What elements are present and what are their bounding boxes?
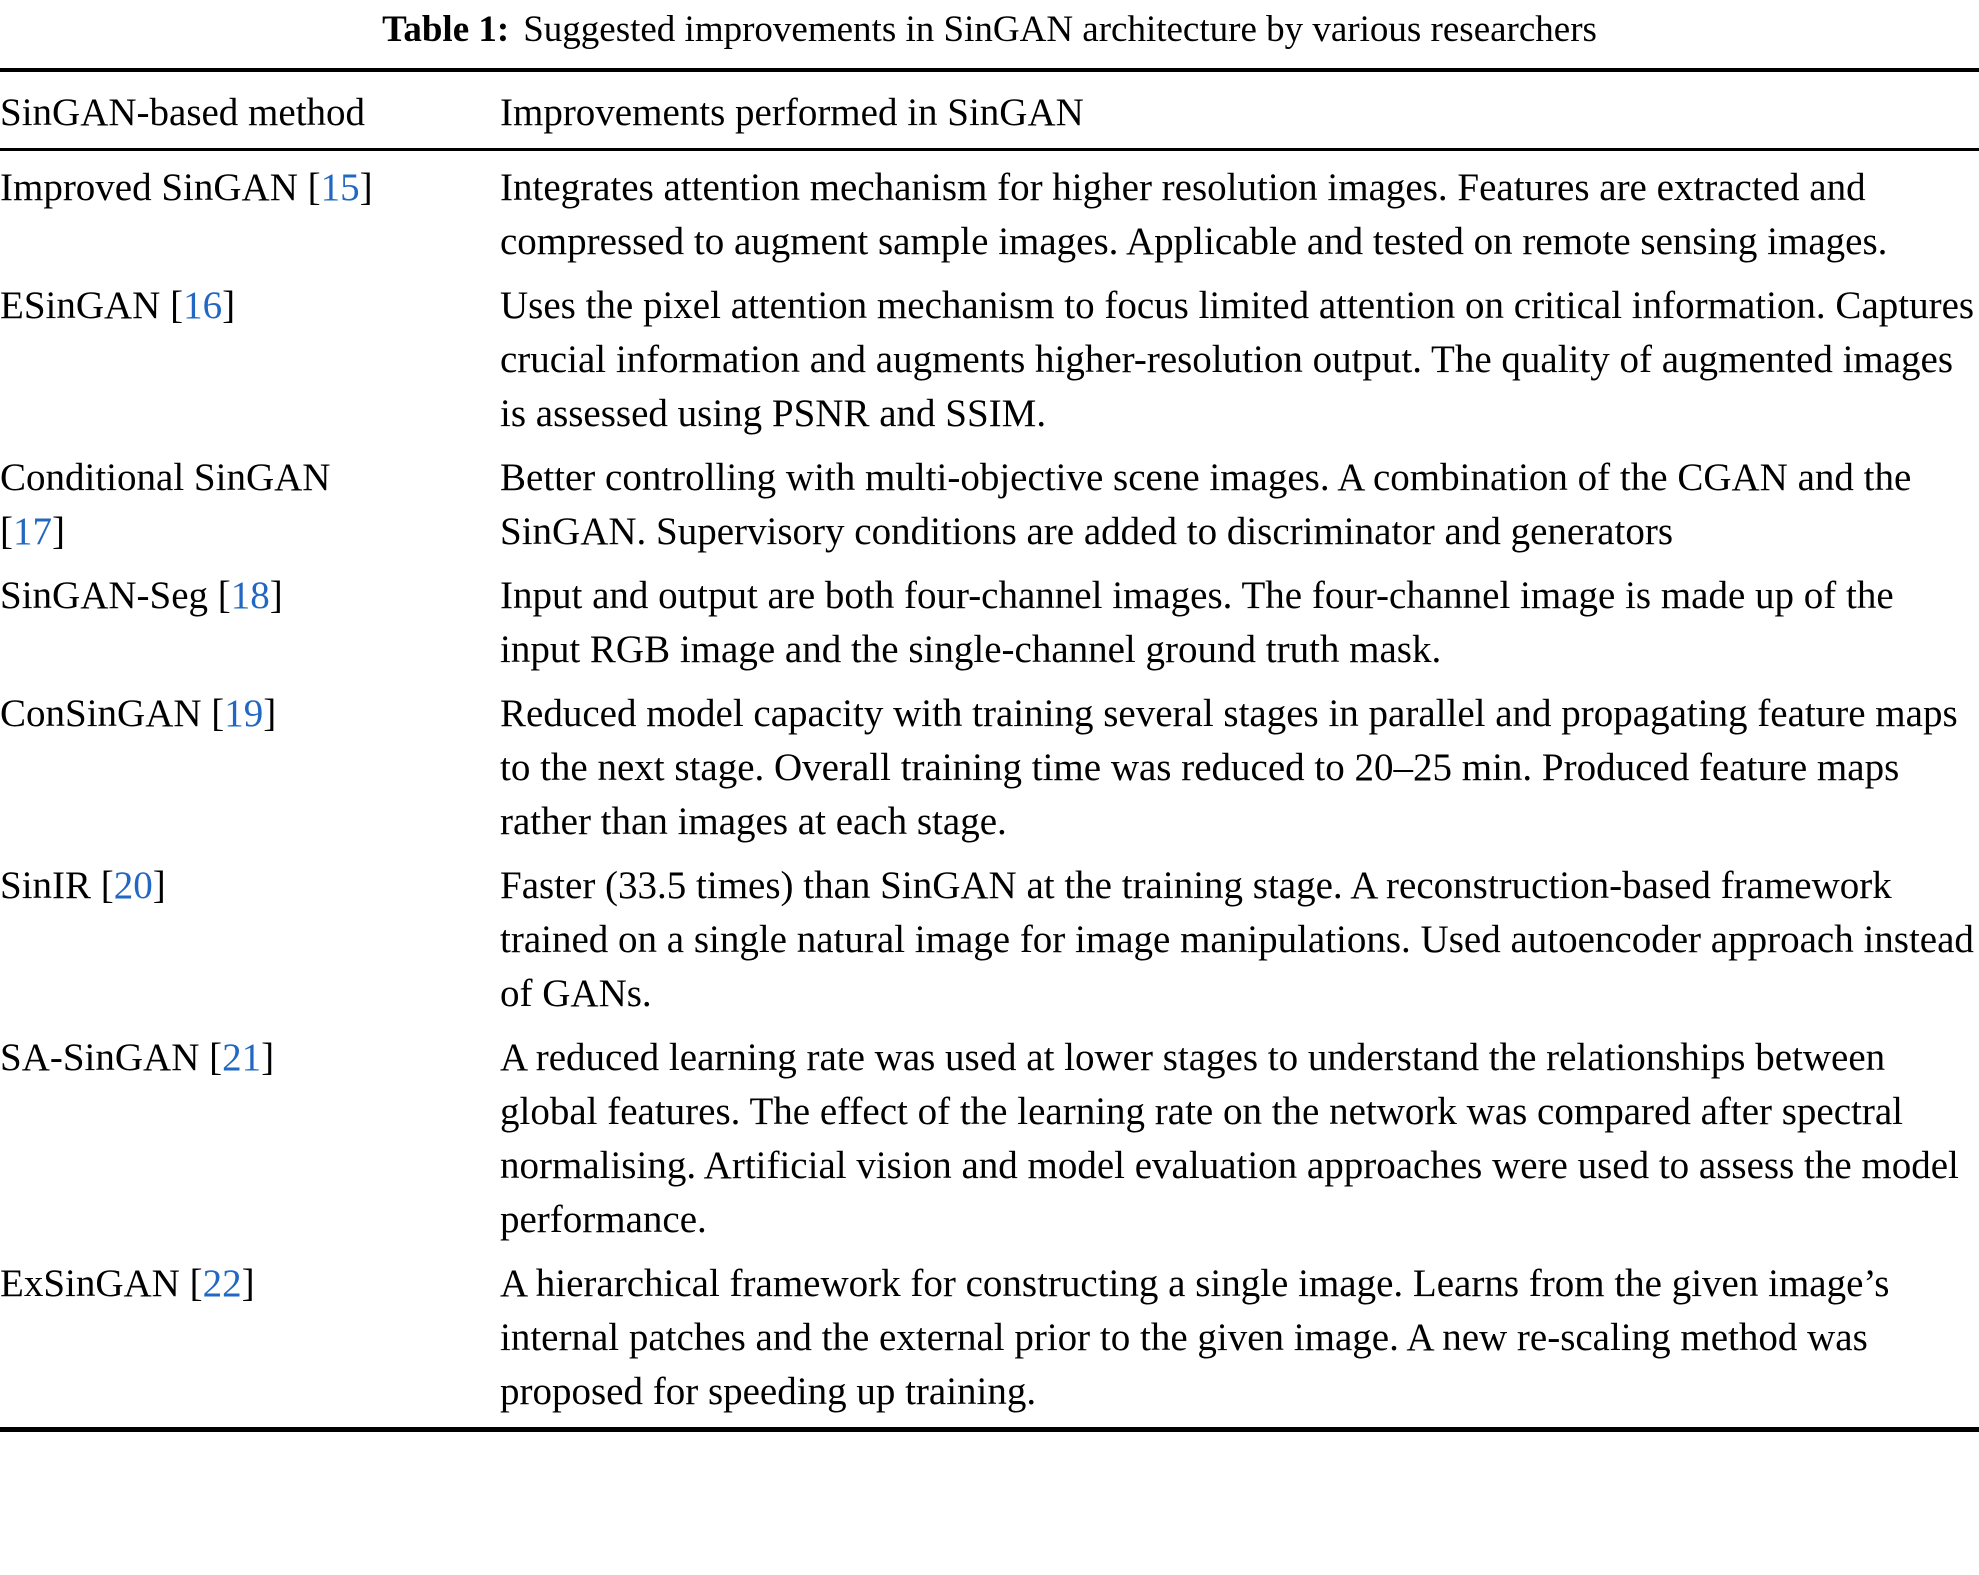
citation-bracket-close: ] [263, 692, 277, 735]
citation-link[interactable]: 16 [183, 284, 223, 327]
citation-bracket-close: ] [222, 284, 236, 327]
citation-bracket-open: [ [211, 692, 225, 735]
citation-bracket-open: [ [209, 1036, 223, 1079]
citation [170, 284, 235, 327]
column-header-improvements: Improvements performed in SinGAN [500, 72, 1979, 151]
improvement-cell: Input and output are both four-channel images. The four-channel image is made up of the input RGB image and the single-channel ground truth mask. [500, 574, 1894, 671]
improvement-cell: A reduced learning rate was used at lower stages to understand the relationships between global features. The effect of the learning rate on the network was compared after spectral normalising. Artificial vision and model evaluation approaches were used to assess the model performance. [500, 1036, 1959, 1241]
citation-bracket-close: ] [152, 864, 166, 907]
citation [218, 574, 283, 617]
citation [209, 1036, 274, 1079]
citation-bracket-open: [ [307, 166, 321, 209]
improvement-cell: Better controlling with multi-objective scene images. A combination of the CGAN and the SinGAN. Supervisory conditions are added to discriminator and generators [500, 456, 1912, 553]
citation-bracket-close: ] [359, 166, 373, 209]
citation-link[interactable]: 15 [320, 166, 360, 209]
citation-link[interactable]: 18 [230, 574, 270, 617]
method-name: SinGAN-Seg [0, 574, 209, 617]
method-name: SA-SinGAN [0, 1036, 200, 1079]
citation-link[interactable]: 19 [224, 692, 264, 735]
method-name: ExSinGAN [0, 1262, 180, 1305]
method-name: Conditional SinGAN [0, 456, 331, 499]
method-cell [0, 151, 500, 269]
method-cell [0, 441, 500, 559]
method-cell [0, 677, 500, 849]
method-cell [0, 559, 500, 677]
citation-link[interactable]: 17 [13, 510, 52, 553]
citation-bracket-close: ] [269, 574, 283, 617]
improvement-cell: Faster (33.5 times) than SinGAN at the training stage. A reconstruction-based framework trained on a single natural image for image manipulations. Used autoencoder approach instead of GANs. [500, 864, 1974, 1015]
improvement-cell: A hierarchical framework for constructing a single image. Learns from the given image’s internal patches and the external prior to the given image. A new re-scaling method was proposed for speeding up training. [500, 1262, 1890, 1413]
citation [190, 1262, 255, 1305]
table-caption-text: Suggested improvements in SinGAN architecture by various researchers [523, 9, 1597, 50]
improvement-cell: Integrates attention mechanism for higher resolution images. Features are extracted and compressed to augment sample images. Applicable and tested on remote sensing images. [500, 166, 1888, 263]
citation [101, 864, 166, 907]
citation-bracket-open: [ [170, 284, 184, 327]
method-cell [0, 269, 500, 441]
citation-bracket-close: ] [241, 1262, 255, 1305]
method-name: ESinGAN [0, 284, 161, 327]
table-caption-label: Table 1: [382, 9, 510, 50]
improvement-cell: Uses the pixel attention mechanism to focus limited attention on critical information. Captures crucial information and augments higher-resolution output. The quality of augmented images is assessed using PSNR and SSIM. [500, 284, 1975, 435]
method-cell [0, 849, 500, 1021]
citation [0, 510, 65, 553]
method-cell [0, 1247, 500, 1427]
citation [211, 692, 276, 735]
citation-bracket-open: [ [100, 864, 114, 907]
citation-link[interactable]: 22 [202, 1262, 242, 1305]
method-name: ConSinGAN [0, 692, 202, 735]
method-cell [0, 1021, 500, 1247]
table-caption [0, 0, 1979, 54]
citation-bracket-open: [ [189, 1262, 203, 1305]
citation-bracket-open: [ [0, 510, 13, 553]
improvement-cell: Reduced model capacity with training several stages in parallel and propagating feature maps to the next stage. Overall training time was reduced to 20–25 min. Produced feature maps rather than images at each stage. [500, 692, 1958, 843]
citation-bracket-close: ] [52, 510, 65, 553]
method-name: Improved SinGAN [0, 166, 298, 209]
method-name: SinIR [0, 864, 92, 907]
improvements-table [0, 68, 1979, 1432]
citation-link[interactable]: 20 [113, 864, 153, 907]
citation-bracket-open: [ [217, 574, 231, 617]
citation-link[interactable]: 21 [222, 1036, 262, 1079]
citation [308, 166, 373, 209]
column-header-method: SinGAN-based method [0, 72, 500, 151]
citation-bracket-close: ] [261, 1036, 275, 1079]
